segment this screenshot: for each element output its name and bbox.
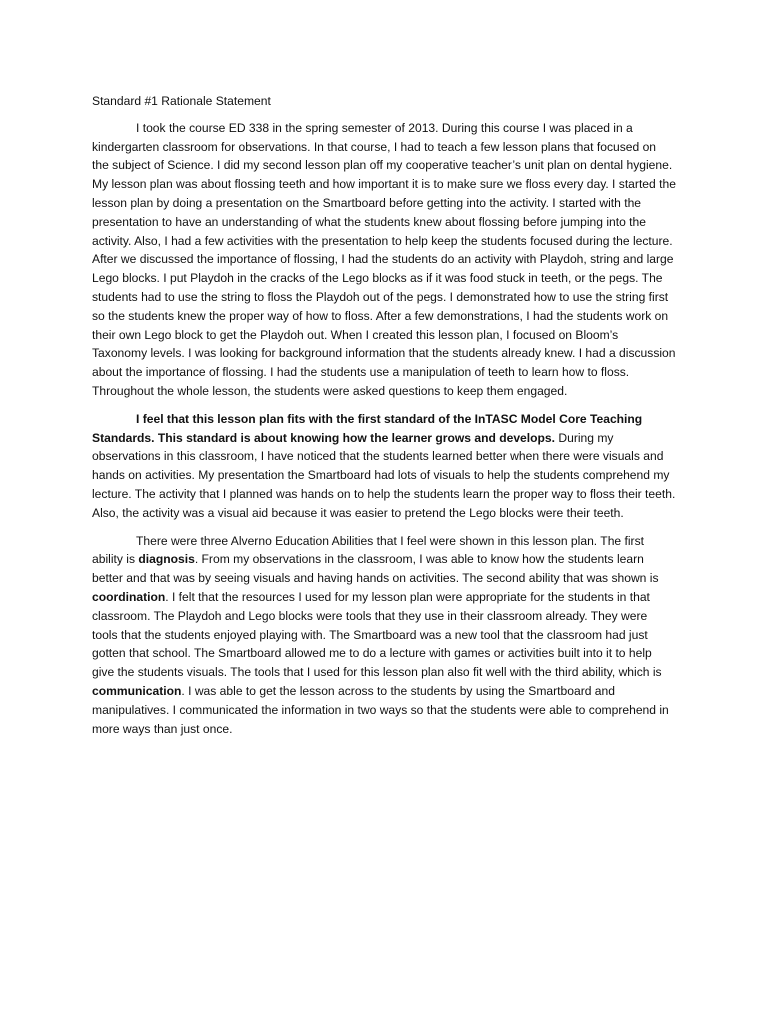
ability-coordination: coordination [92,589,166,604]
paragraph-intasc-standard [92,410,676,523]
paragraph-alverno-abilities [92,532,676,739]
paragraph-text: . From my observations in the classroom, I was able to know how the students learn better and that was by seeing visuals and having hands on activities. The second ability that was shown is [92,552,659,586]
document-title: Standard #1 Rationale Statement [92,94,271,108]
ability-diagnosis: diagnosis [138,552,195,567]
paragraph-text: I took the course ED 338 in the spring semester of 2013. During this course I was placed in a kindergarten classroom for observations. In that course, I had to teach a few lesson plans that focused on the subject of Science. I did my second lesson plan off my cooperative teacher’s unit plan on dental hygiene. My lesson plan was about flossing teeth and how important it is to make sure we floss every day. I started the lesson plan by doing a presentation on the Smartboard before getting into the activity. I started with the presentation to have an understanding of what the students knew about flossing before jumping into the activity. Also, I had a few activities with the presentation to help keep the students focused during the lecture. After we discussed the importance of flossing, I had the students do an activity with Playdoh, string and large Lego blocks. I put Playdoh in the cracks of the Lego blocks as if it was food stuck in teeth, or the pegs. The students had to use the string to floss the Playdoh out of the pegs. I demonstrated how to use the string first so the students knew the proper way of how to floss. After a few demonstrations, I had the students work on their own Lego block to get the Playdoh out. When I created this lesson plan, I focused on Bloom’s Taxonomy levels. I was looking for background information that the students already knew. I had a discussion about the importance of flossing. I had the students use a manipulation of teeth to learn how to floss. Throughout the whole lesson, the students were asked questions to keep them engaged. [92,120,676,398]
paragraph-lesson-description [92,119,676,401]
paragraph-text: During my observations in this classroom, I have noticed that the students learned better when there were visuals and hands on activities. My presentation the Smartboard had lots of visuals to help the students comprehend my lecture. The activity that I planned was hands on to help the students learn the proper way to floss their teeth. Also, the activity was a visual aid because it was easier to pretend the Lego blocks were their teeth. [92,430,676,520]
paragraph-text: . I felt that the resources I used for my lesson plan were appropriate for the students in that classroom. The Playdoh and Lego blocks were tools that they use in their classroom already. They were tools that the students enjoyed playing with. The Smartboard was a new tool that the classroom had just gotten that school. The Smartboard allowed me to do a lecture with games or activities built into it to help give the students visuals. The tools that I used for this lesson plan also fit well with the third ability, which is [92,589,662,680]
ability-communication: communication [92,683,182,698]
paragraph-text: . I was able to get the lesson across to the students by using the Smartboard and manipulatives. I communicated the information in two ways so that the students were able to comprehend in more ways than just once. [92,683,669,736]
paragraph-text: There were three Alverno Education Abilities that I feel were shown in this lesson plan. The first ability is [92,533,644,567]
standard-statement: I feel that this lesson plan fits with the first standard of the InTASC Model Core Teaching Standards. This standard is about knowing how the learner grows and develops. [92,411,643,445]
